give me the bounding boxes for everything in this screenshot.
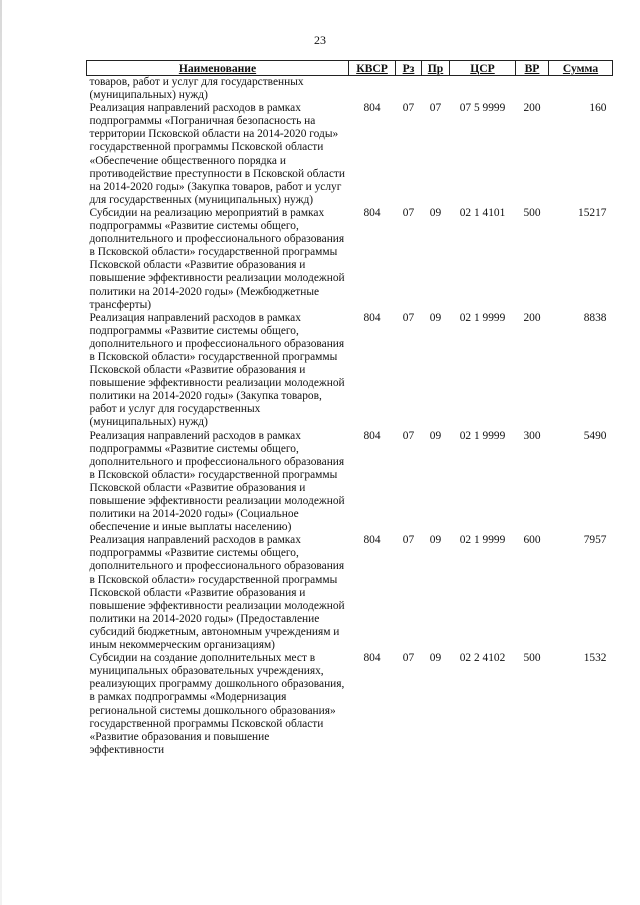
row-csr: 02 1 9999 — [459, 311, 506, 324]
scan-edge — [0, 0, 2, 905]
row-rz: 07 — [402, 652, 415, 665]
row-csr: 07 5 9999 — [459, 102, 506, 115]
row-rz: 07 — [402, 311, 415, 324]
header-sum: Сумма — [549, 61, 613, 76]
header-pr: Пр — [422, 61, 450, 76]
row-vr — [516, 76, 549, 103]
row-kvsr: 804 — [363, 311, 381, 324]
page-number: 23 — [314, 33, 326, 47]
row-pr — [422, 76, 450, 103]
row-sum: 15217 — [578, 206, 607, 219]
budget-table — [86, 60, 613, 757]
table-row — [87, 76, 613, 103]
row-kvsr: 804 — [363, 206, 381, 219]
row-csr: 02 2 4102 — [459, 652, 506, 665]
row-csr: 02 1 4101 — [459, 206, 506, 219]
row-kvsr — [349, 76, 396, 103]
row-sum: 7957 — [583, 534, 607, 547]
table-row — [87, 102, 613, 207]
row-pr: 09 — [429, 534, 442, 547]
row-sum: 5490 — [583, 429, 607, 442]
row-sum: 8838 — [583, 311, 607, 324]
row-csr — [450, 76, 516, 103]
row-name: Субсидии на создание дополнительных мест в муниципальных образовательных учреждениях, реализующих программу дошкольного образования, в рамках подпрограммы «Модернизация региональной системы дошкольного образования» государственной программы Псковской области «Развитие образования и повышение эффективности — [89, 652, 345, 756]
row-vr: 300 — [523, 429, 541, 442]
row-kvsr: 804 — [363, 652, 381, 665]
row-kvsr: 804 — [363, 102, 381, 115]
row-pr: 09 — [429, 429, 442, 442]
row-sum — [549, 76, 613, 103]
table-row — [87, 207, 613, 312]
row-sum: 1532 — [583, 652, 607, 665]
row-sum: 160 — [589, 102, 607, 115]
table-row — [87, 652, 613, 757]
row-rz: 07 — [402, 534, 415, 547]
header-vr: ВР — [516, 61, 549, 76]
row-rz: 07 — [402, 102, 415, 115]
header-csr: ЦСР — [450, 61, 516, 76]
row-vr: 200 — [523, 102, 541, 115]
header-rz: Рз — [396, 61, 422, 76]
row-rz — [396, 76, 422, 103]
row-rz: 07 — [402, 429, 415, 442]
row-pr: 09 — [429, 206, 442, 219]
table-row — [87, 312, 613, 430]
row-kvsr: 804 — [363, 534, 381, 547]
row-csr: 02 1 9999 — [459, 534, 506, 547]
row-name: Субсидии на реализацию мероприятий в рамках подпрограммы «Развитие системы общего, дополнительного и профессионального образования в Псковской области» государственной программы Псковской области «Развитие образования и повышение эффективности реализации молодежной политики на 2014-2020 годы» (Межбюджетные трансферты) — [89, 206, 345, 311]
row-name: Реализация направлений расходов в рамках подпрограммы «Развитие системы общего, дополнительного и профессионального образования в Псковской области» государственной программы Псковской области «Развитие образования и повышение эффективности реализации молодежной политики на 2014-2020 годы» (Закупка товаров, работ и услуг для государственных (муниципальных) нужд) — [89, 311, 345, 429]
header-name: Наименование — [87, 61, 349, 76]
row-name: Реализация направлений расходов в рамках подпрограммы «Развитие системы общего, дополнительного и профессионального образования в Псковской области» государственной программы Псковской области «Развитие образования и повышение эффективности реализации молодежной политики на 2014-2020 годы» (Предоставление субсидий бюджетным, автономным учреждениям и иным некоммерческим организациям) — [89, 534, 345, 652]
row-name: Реализация направлений расходов в рамках подпрограммы «Развитие системы общего, дополнительного и профессионального образования в Псковской области» государственной программы Псковской области «Развитие образования и повышение эффективности реализации молодежной политики на 2014-2020 годы» (Социальное обеспечение и иные выплаты населению) — [89, 429, 345, 534]
row-vr: 600 — [523, 534, 541, 547]
row-vr: 500 — [523, 206, 541, 219]
row-csr: 02 1 9999 — [459, 429, 506, 442]
row-vr: 200 — [523, 311, 541, 324]
row-name: Реализация направлений расходов в рамках подпрограммы «Пограничная безопасность на территории Псковской области на 2014-2020 годы» государственной программы Псковской области «Обеспечение общественного порядка и противодействие преступности в Псковской области на 2014-2020 годы» (Закупка товаров, работ и услуг для государственных (муниципальных) нужд) — [89, 102, 345, 206]
row-kvsr: 804 — [363, 429, 381, 442]
table-header-row — [87, 61, 613, 76]
row-name: товаров, работ и услуг для государственных (муниципальных) нужд) — [89, 76, 304, 102]
row-rz: 07 — [402, 206, 415, 219]
table-row — [87, 534, 613, 652]
header-kvsr: КВСР — [349, 61, 396, 76]
row-vr: 500 — [523, 652, 541, 665]
table-row — [87, 430, 613, 535]
row-pr: 07 — [429, 102, 442, 115]
row-pr: 09 — [429, 652, 442, 665]
row-pr: 09 — [429, 311, 442, 324]
